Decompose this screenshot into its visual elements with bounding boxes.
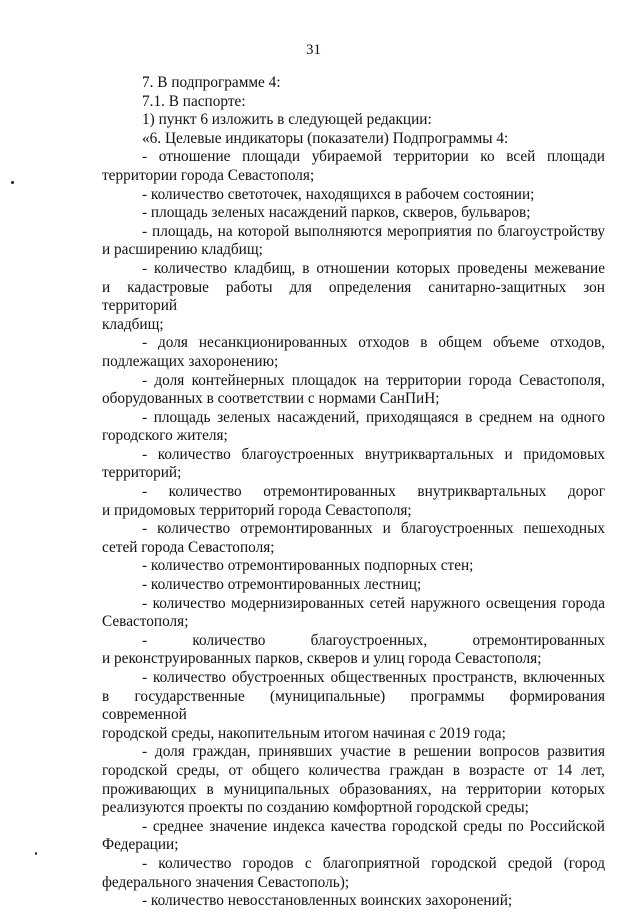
paragraph — [102, 111, 605, 130]
indicator-item-cont — [102, 353, 605, 372]
scan-speck — [35, 852, 37, 855]
indicator-item — [102, 409, 605, 428]
heading-subprogram — [102, 74, 605, 93]
indicator-item-cont — [102, 799, 605, 818]
indicator-item-cont — [102, 427, 605, 446]
text-line: - количество отремонтированных лестниц; — [142, 576, 422, 594]
text-line: - площадь зеленых насаждений, приходящаяся в среднем на одного — [142, 408, 605, 426]
text-line: в государственные (муниципальные) программы формирования современной — [102, 687, 605, 724]
text-line: городского жителя; — [102, 427, 228, 445]
indicator-item — [102, 743, 605, 762]
indicator-item — [102, 892, 605, 911]
indicator-item-cont — [102, 241, 605, 260]
text-line: - доля контейнерных площадок на территории города Севастополя, — [142, 371, 605, 389]
heading-passport — [102, 93, 605, 112]
text-line: и реконструированных парков, скверов и улиц города Севастополя; — [102, 650, 542, 668]
text-line: сетей города Севастополя; — [102, 538, 275, 556]
text-line: - среднее значение индекса качества городской среды по Российской — [142, 817, 605, 835]
text-line: оборудованных в соответствии с нормами СанПиН; — [102, 390, 440, 408]
text-line: городской среды, накопительным итогом начиная с 2019 года; — [102, 724, 506, 742]
text-line: - доля несанкционированных отходов в общем объеме отходов, — [142, 334, 605, 352]
indicator-item-cont — [102, 279, 605, 316]
text-line: Федерации; — [102, 836, 179, 854]
text-line: - количество модернизированных сетей наружного освещения города — [142, 594, 605, 612]
indicator-item-cont — [102, 502, 605, 521]
text-line: 7. В подпрограмме 4: — [142, 74, 281, 91]
text-line: 1) пункт 6 изложить в следующей редакции: — [142, 111, 432, 129]
paragraph — [102, 130, 605, 149]
text-line: 7.1. В паспорте: — [142, 92, 246, 110]
scan-speck — [11, 181, 14, 184]
indicator-item — [102, 446, 605, 465]
text-line: - количество отремонтированных подпорных стен; — [142, 557, 474, 575]
indicator-item-cont — [102, 613, 605, 632]
indicator-item-cont — [102, 390, 605, 409]
indicator-item — [102, 669, 605, 688]
text-line: - площадь, на которой выполняются мероприятия по благоустройству — [142, 222, 605, 240]
text-line: и придомовых территорий города Севастополя; — [102, 501, 412, 519]
indicator-item — [102, 855, 605, 874]
indicator-item-cont — [102, 539, 605, 558]
text-line: - количество невосстановленных воинских захоронений; — [142, 892, 513, 910]
text-line: реализуются проекты по созданию комфортной городской среды; — [102, 799, 529, 817]
text-line: - количество благоустроенных, отремонтированных — [142, 631, 605, 649]
indicator-item — [102, 186, 605, 205]
page-number: 31 — [306, 42, 321, 58]
indicator-item-cont — [102, 725, 605, 744]
indicator-item-cont — [102, 464, 605, 483]
text-line: - отношение площади убираемой территории ко всей площади — [142, 148, 605, 166]
text-line: - доля граждан, принявших участие в решении вопросов развития — [142, 743, 605, 761]
indicator-item-cont — [102, 650, 605, 669]
indicator-item-cont — [102, 874, 605, 893]
indicator-item — [102, 223, 605, 242]
text-line: - количество отремонтированных внутриквартальных дорог — [142, 483, 605, 501]
indicator-item — [102, 818, 605, 837]
text-line: подлежащих захоронению; — [102, 352, 279, 370]
text-line: - количество кладбищ, в отношении которых проведены межевание — [142, 259, 605, 277]
text-line: территории города Севастополя; — [102, 166, 315, 184]
indicator-item — [102, 260, 605, 279]
document-body — [102, 74, 605, 911]
indicator-item — [102, 632, 605, 651]
text-line: федерального значения Севастополь); — [102, 873, 350, 891]
text-line: - количество благоустроенных внутриквартальных и придомовых — [142, 445, 605, 463]
indicator-item — [102, 576, 605, 595]
indicator-item-cont — [102, 688, 605, 725]
indicator-item-cont — [102, 167, 605, 186]
text-line: проживающих в муниципальных образованиях, на территории которых — [102, 780, 605, 798]
indicator-item — [102, 148, 605, 167]
indicator-item-cont — [102, 316, 605, 335]
indicator-item — [102, 204, 605, 223]
text-line: - количество отремонтированных и благоустроенных пешеходных — [142, 520, 605, 538]
text-line: территорий; — [102, 464, 182, 482]
text-line: - количество обустроенных общественных пространств, включенных — [142, 669, 605, 686]
text-line: - количество городов с благоприятной городской средой (город — [142, 854, 605, 872]
text-line: Севастополя; — [102, 613, 189, 631]
text-line: кладбищ; — [102, 315, 164, 333]
indicator-item — [102, 595, 605, 614]
indicator-item-cont — [102, 836, 605, 855]
text-line: и расширению кладбищ; — [102, 241, 263, 259]
indicator-item-cont — [102, 781, 605, 800]
text-line: - площадь зеленых насаждений парков, скверов, бульваров; — [142, 204, 531, 222]
text-line: городской среды, от общего количества граждан в возрасте от 14 лет, — [102, 761, 605, 779]
indicator-item — [102, 557, 605, 576]
indicator-item — [102, 372, 605, 391]
text-line: - количество светоточек, находящихся в рабочем состоянии; — [142, 185, 535, 203]
indicator-item — [102, 334, 605, 353]
indicator-item — [102, 520, 605, 539]
indicator-item-cont — [102, 762, 605, 781]
indicator-item — [102, 483, 605, 502]
text-line: и кадастровые работы для определения санитарно-защитных зон территорий — [102, 278, 605, 315]
text-line: «6. Целевые индикаторы (показатели) Подпрограммы 4: — [142, 129, 509, 147]
